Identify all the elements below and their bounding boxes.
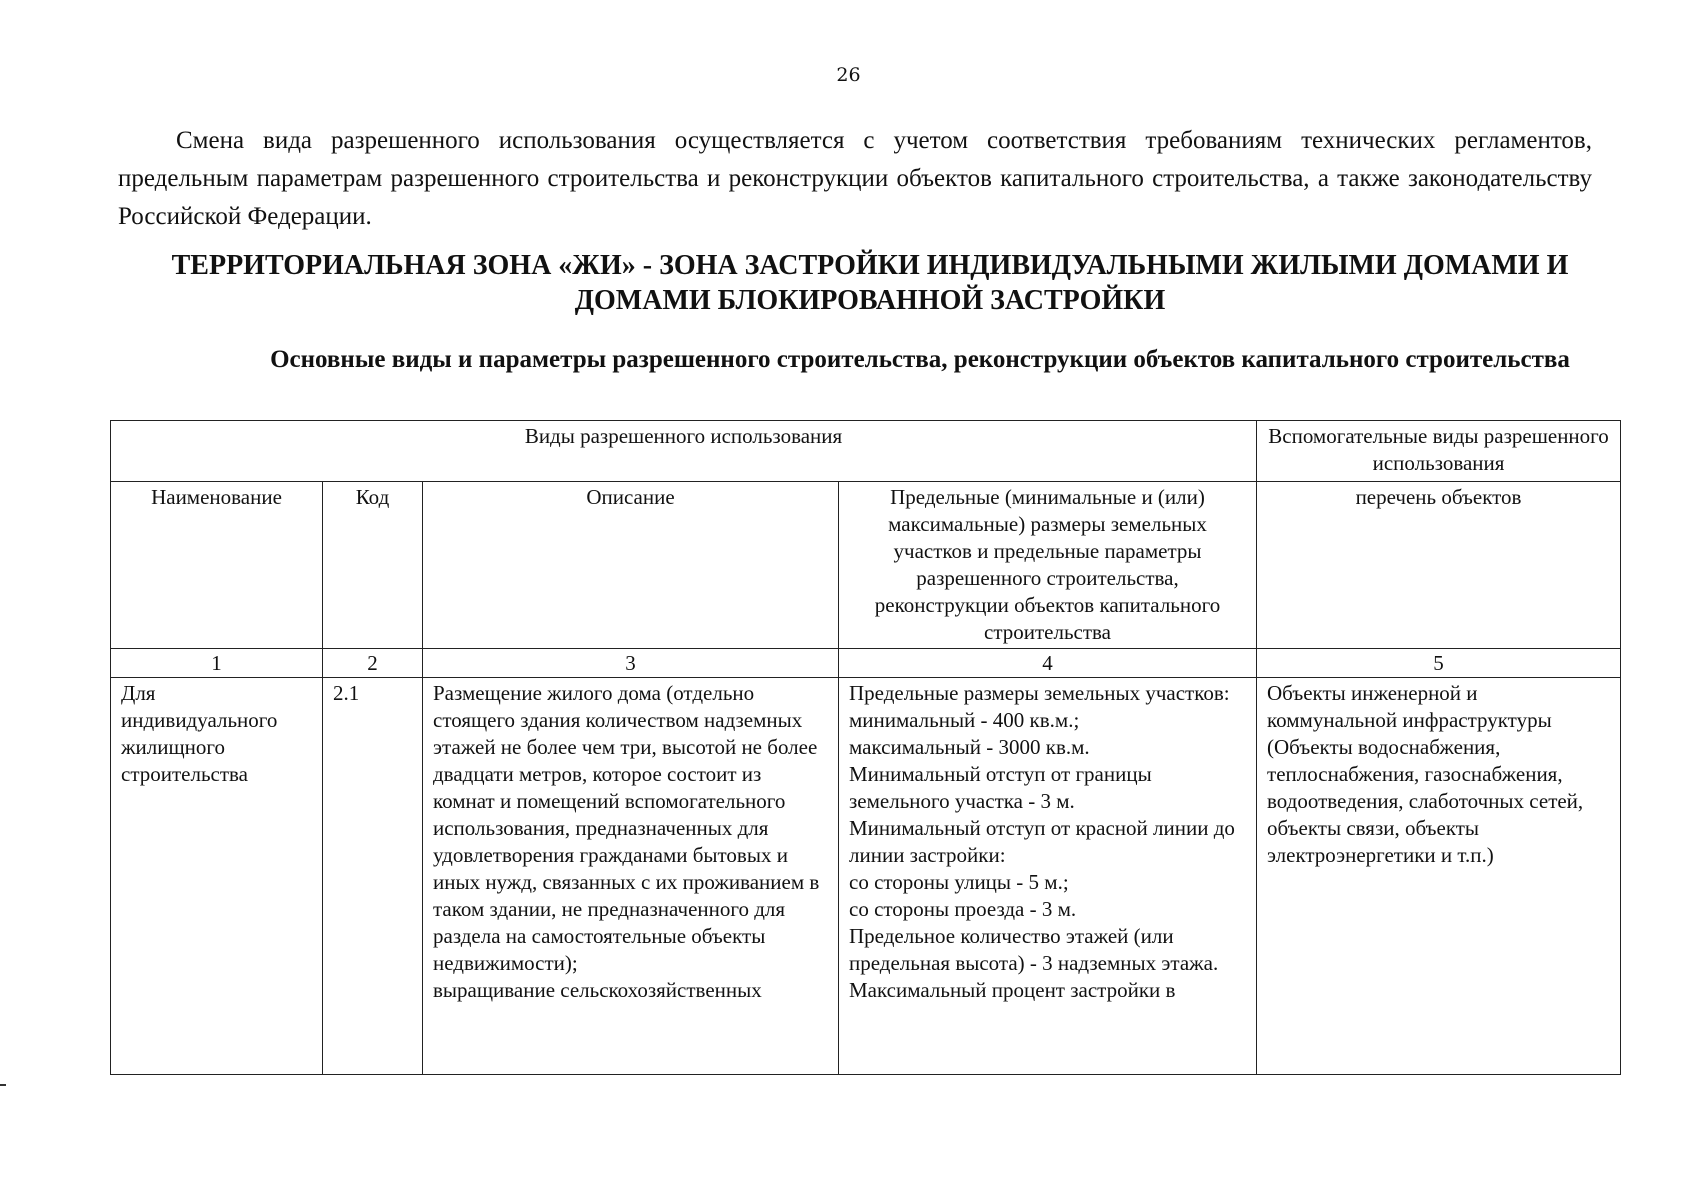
limits-line: Предельные размеры земельных участков: <box>849 681 1230 705</box>
limits-line: Минимальный отступ от границы земельного участка - 3 м. <box>849 762 1152 813</box>
table-group-header-row <box>111 421 1621 482</box>
column-number-row <box>111 649 1621 678</box>
column-number: 3 <box>423 649 839 678</box>
limits-line: со стороны проезда - 3 м. <box>849 897 1077 921</box>
column-header-aux-list: перечень объектов <box>1257 482 1621 649</box>
limits-line: Минимальный отступ от красной линии до линии застройки: <box>849 816 1235 867</box>
use-code: 2.1 <box>333 681 360 705</box>
group-header-main: Виды разрешенного использования <box>111 421 1257 482</box>
group-header-aux: Вспомогательные виды разрешенного использования <box>1257 421 1621 482</box>
page-number: 26 <box>836 64 861 86</box>
limits-list <box>849 680 1246 1072</box>
aux-objects: Объекты инженерной и коммунальной инфраструктуры (Объекты водоснабжения, теплоснабжения, газоснабжения, водоотведения, слаботочных сетей, объекты связи, объекты электроэнергетики и т.п.) <box>1267 681 1584 867</box>
use-name: Для индивидуального жилищного строительства <box>121 681 278 786</box>
column-number: 2 <box>323 649 423 678</box>
section-title: Основные виды и параметры разрешенного строительства, реконструкции объектов капитального строительства <box>270 346 1570 373</box>
column-number: 4 <box>839 649 1257 678</box>
cell-code <box>323 678 423 1075</box>
column-header-limits: Предельные (минимальные и (или) максимальные) размеры земельных участков и предельные параметры разрешенного строительства, реконструкции объектов капитального строительства <box>839 482 1257 649</box>
use-description-continued: выращивание сельскохозяйственных <box>433 978 762 1002</box>
limits-line: минимальный - 400 кв.м.; <box>849 708 1080 732</box>
column-number: 1 <box>111 649 323 678</box>
cell-description <box>423 678 839 1075</box>
column-number: 5 <box>1257 649 1621 678</box>
limits-line: со стороны улицы - 5 м.; <box>849 870 1069 894</box>
cell-limits <box>839 678 1257 1075</box>
cell-aux-objects <box>1257 678 1621 1075</box>
table-column-header-row <box>111 482 1621 649</box>
limits-line: максимальный - 3000 кв.м. <box>849 735 1090 759</box>
table-row <box>111 678 1621 1075</box>
cell-name <box>111 678 323 1075</box>
margin-mark <box>0 1084 6 1086</box>
column-header-code: Код <box>323 482 423 649</box>
regulations-table <box>110 420 1621 1075</box>
zone-title: ТЕРРИТОРИАЛЬНАЯ ЗОНА «ЖИ» - ЗОНА ЗАСТРОЙКИ ИНДИВИДУАЛЬНЫМИ ЖИЛЫМИ ДОМАМИ И ДОМАМИ БЛОКИРОВАННОЙ ЗАСТРОЙКИ <box>171 250 1569 316</box>
limits-line: Предельное количество этажей (или предельная высота) - 3 надземных этажа. <box>849 924 1219 975</box>
column-header-description: Описание <box>423 482 839 649</box>
column-header-name: Наименование <box>111 482 323 649</box>
intro-paragraph: Смена вида разрешенного использования осуществляется с учетом соответствия требованиям технических регламентов, предельным параметрам разрешенного строительства и реконструкции объектов капитального строительства, а также законодательству Российской Федерации. <box>118 127 1592 230</box>
limits-line: Максимальный процент застройки в <box>849 978 1176 1002</box>
use-description-block <box>433 680 828 1072</box>
use-description: Размещение жилого дома (отдельно стоящего здания количеством надземных этажей не более чем три, высотой не более двадцати метров, которое состоит из комнат и помещений вспомогательного использования, предназначенных для удовлетворения гражданами бытовых и иных нужд, связанных с их проживанием в таком здании, не предназначенного для раздела на самостоятельные объекты недвижимости); <box>433 681 820 975</box>
